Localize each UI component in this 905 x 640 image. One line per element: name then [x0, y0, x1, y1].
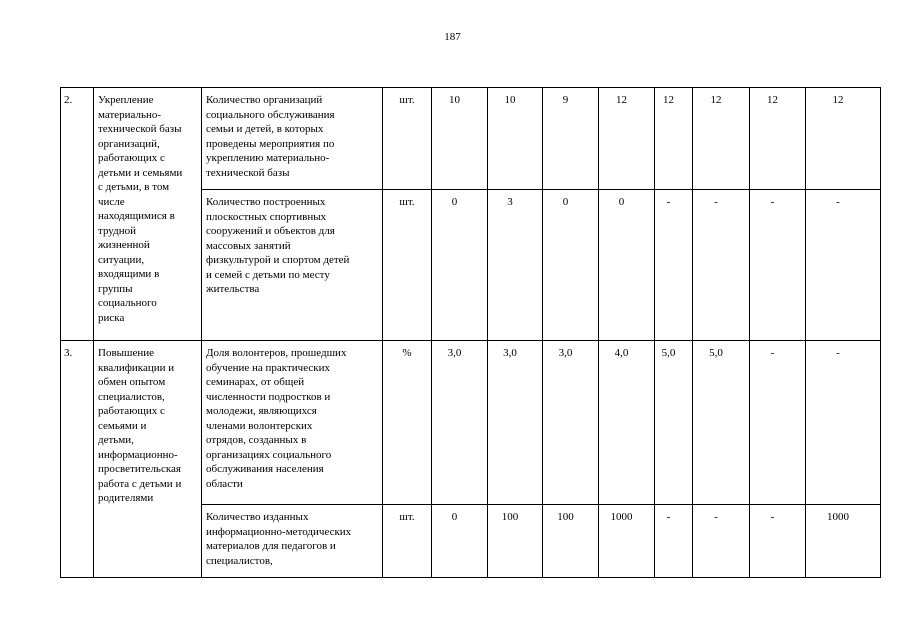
indicator-name: Количество построенных плоскостных спортивных сооружений и объектов для массовых занятий физкультурой и спортом детей и семей с детьми по месту жительства — [202, 190, 383, 341]
table-row — [61, 88, 881, 190]
value-cell: 0 — [543, 190, 599, 341]
task-cell: Укрепление материально- технической базы организаций, работающих с детьми и семьями с детьми, в том числе находящимися в трудной жизненной ситуации, входящими в группы социального риска — [94, 88, 202, 341]
value-cell: - — [806, 341, 881, 505]
value-cell: - — [750, 505, 806, 578]
value-cell: 5,0 — [655, 341, 693, 505]
value-cell: 0 — [599, 190, 655, 341]
value-cell: 100 — [543, 505, 599, 578]
value-cell: 0 — [432, 505, 488, 578]
value-cell: 3,0 — [543, 341, 599, 505]
indicator-name: Доля волонтеров, прошедших обучение на практических семинарах, от общей численности подростков и молодежи, являющихся членами волонтерских отрядов, созданных в организациях социального обслуживания населения области — [202, 341, 383, 505]
value-cell: 12 — [599, 88, 655, 190]
value-cell: 1000 — [806, 505, 881, 578]
indicator-name: Количество организаций социального обслуживания семьи и детей, в которых проведены мероприятия по укреплению материально- технической базы — [202, 88, 383, 190]
value-cell: 4,0 — [599, 341, 655, 505]
value-cell: - — [806, 190, 881, 341]
unit-cell: шт. — [383, 88, 432, 190]
value-cell: 100 — [488, 505, 543, 578]
value-cell: - — [693, 190, 750, 341]
value-cell: 12 — [806, 88, 881, 190]
value-cell: 12 — [750, 88, 806, 190]
value-cell: 1000 — [599, 505, 655, 578]
value-cell: 3,0 — [488, 341, 543, 505]
value-cell: 5,0 — [693, 341, 750, 505]
unit-cell: шт. — [383, 190, 432, 341]
value-cell: 9 — [543, 88, 599, 190]
indicators-table — [60, 87, 881, 578]
value-cell: 10 — [488, 88, 543, 190]
page-number: 187 — [444, 31, 461, 43]
value-cell: 0 — [432, 190, 488, 341]
value-cell: - — [750, 341, 806, 505]
value-cell: - — [693, 505, 750, 578]
value-cell: - — [655, 190, 693, 341]
value-cell: 10 — [432, 88, 488, 190]
unit-cell: % — [383, 341, 432, 505]
value-cell: - — [750, 190, 806, 341]
task-cell: Повышение квалификации и обмен опытом специалистов, работающих с семьями и детьми, информационно- просветительская работа с детьми и родителями — [94, 341, 202, 578]
unit-cell: шт. — [383, 505, 432, 578]
row-number: 2. — [61, 88, 94, 341]
value-cell: 3,0 — [432, 341, 488, 505]
value-cell: - — [655, 505, 693, 578]
value-cell: 3 — [488, 190, 543, 341]
row-number: 3. — [61, 341, 94, 578]
indicator-name: Количество изданных информационно-методических материалов для педагогов и специалистов, — [202, 505, 383, 578]
value-cell: 12 — [655, 88, 693, 190]
table-row — [61, 341, 881, 505]
value-cell: 12 — [693, 88, 750, 190]
